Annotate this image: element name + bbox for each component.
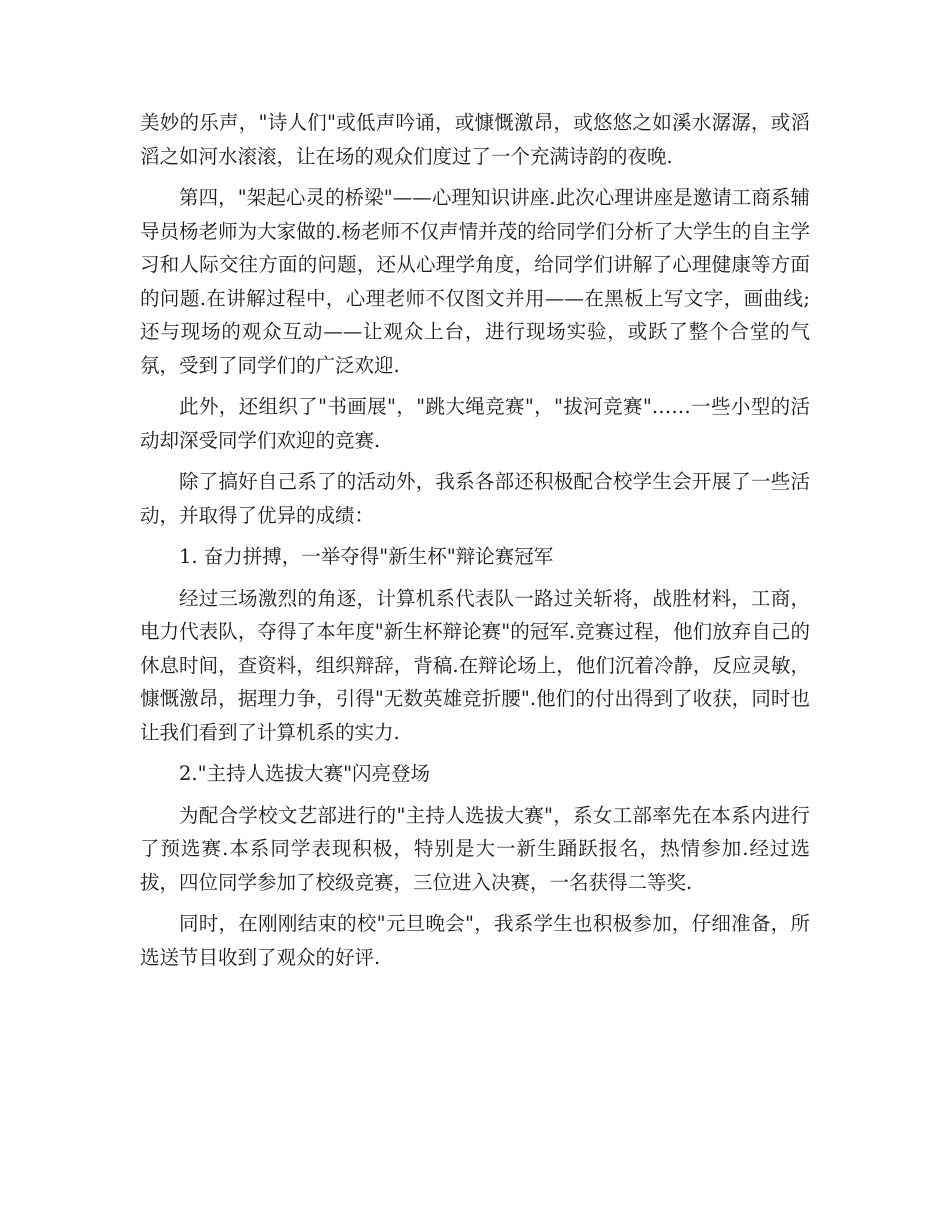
paragraph-psych-lecture: 第四，"架起心灵的桥梁"——心理知识讲座.此次心理讲座是邀请工商系辅导员杨老师为大家做的.杨老师不仅声情并茂的给同学们分析了大学生的自主学习和人际交往方面的问题，还从心理学角度，给同学们讲解了心理健康等方面的问题.在讲解过程中，心理老师不仅图文并用——在黑板上写文字，画曲线;还与现场的观众互动——让观众上台，进行现场实验，或跃了整个合堂的气氛，受到了同学们的广泛欢迎. xyxy=(140,186,810,377)
paragraph-debate: 经过三场激烈的角逐，计算机系代表队一路过关斩将，战胜材料，工商，电力代表队，夺得了本年度"新生杯辩论赛"的冠军.竞赛过程，他们放弃自己的休息时间，查资料，组织辩辞，背稿.在辩论场上，他们沉着冷静，反应灵敏，慷慨激昂，据理力争，引得"无数英雄竞折腰".他们的付出得到了收获，同时也让我们看到了计算机系的实力. xyxy=(140,586,810,744)
paragraph-continued: 美妙的乐声，"诗人们"或低声吟诵，或慷慨激昂，或悠悠之如溪水潺潺，或滔滔之如河水滚滚，让在场的观众们度过了一个充满诗韵的夜晚. xyxy=(140,111,810,168)
document-page xyxy=(140,106,810,982)
paragraph-new-year-gala: 同时，在刚刚结束的校"元旦晚会"，我系学生也积极参加，仔细准备，所选送节目收到了观众的好评. xyxy=(140,912,810,969)
heading-host-contest: 2."主持人选拔大赛"闪亮登场 xyxy=(179,762,431,785)
paragraph-host-contest: 为配合学校文艺部进行的"主持人选拔大赛"，系女工部率先在本系内进行了预选赛.本系同学表现积极，特别是大一新生踊跃报名，热情参加.经过选拔，四位同学参加了校级竞赛，三位进入决赛，一名获得二等奖. xyxy=(140,803,810,894)
paragraph-cooperation: 除了搞好自己系了的活动外，我系各部还积极配合校学生会开展了一些活动，并取得了优异的成绩： xyxy=(140,470,810,527)
paragraph-other-activities: 此外，还组织了"书画展"，"跳大绳竞赛"，"拔河竞赛"……一些小型的活动却深受同学们欢迎的竞赛. xyxy=(140,395,810,452)
heading-debate: 1. 奋力拼搏，一举夺得"新生杯"辩论赛冠军 xyxy=(179,545,554,568)
